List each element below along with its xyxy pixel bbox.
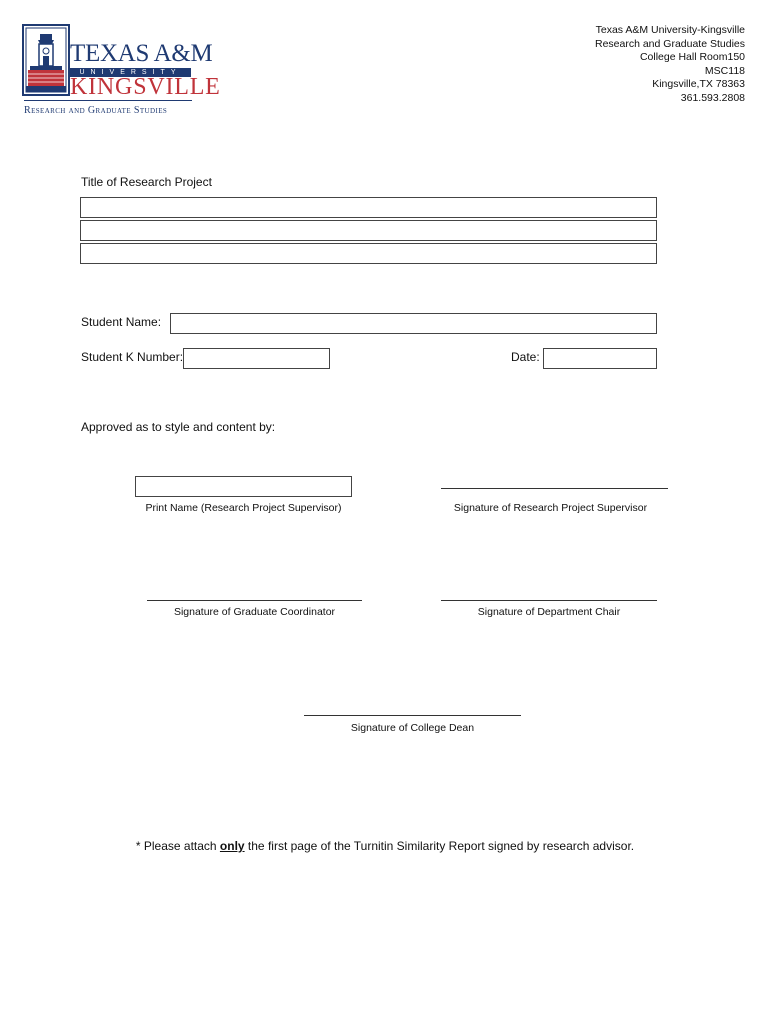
dean-caption: Signature of College Dean <box>350 722 475 734</box>
dept-chair-signature-line[interactable] <box>441 600 657 601</box>
address-line: Texas A&M University-Kingsville <box>595 24 745 36</box>
address-line: 361.593.2808 <box>680 91 745 104</box>
title-label: Title of Research Project <box>81 175 212 189</box>
address-line: Kingsville,TX 78363 <box>652 78 745 91</box>
k-number-field[interactable] <box>183 348 330 369</box>
print-name-field[interactable] <box>135 476 352 497</box>
dean-signature-line[interactable] <box>304 715 521 716</box>
address-line: Research and Graduate Studies <box>594 37 745 50</box>
grad-coordinator-caption: Signature of Graduate Coordinator <box>173 606 336 618</box>
supervisor-signature-caption: Signature of Research Project Supervisor <box>453 502 648 514</box>
grad-coordinator-signature-line[interactable] <box>147 600 362 601</box>
address-block <box>595 24 745 106</box>
date-label: Date: <box>511 350 540 364</box>
student-name-field[interactable] <box>170 313 657 334</box>
title-field-1[interactable] <box>80 197 657 218</box>
logo-subtitle: Research and Graduate Studies <box>24 105 168 116</box>
student-name-label: Student Name: <box>81 315 162 329</box>
address-line: College Hall Room150 <box>639 51 745 64</box>
date-field[interactable] <box>543 348 657 369</box>
note-emphasis: only <box>219 839 245 853</box>
supervisor-signature-line[interactable] <box>441 488 668 489</box>
dept-chair-caption: Signature of Department Chair <box>477 606 621 618</box>
approved-label: Approved as to style and content by: <box>81 420 276 434</box>
k-number-label: Student K Number: <box>81 350 184 364</box>
logo-university-band: UNIVERSITY <box>70 68 191 77</box>
note-prefix: * Please attach <box>135 839 220 853</box>
note-suffix: the first page of the Turnitin Similarity Report signed by research advisor. <box>244 839 635 853</box>
title-field-3[interactable] <box>80 243 657 264</box>
turnitin-note <box>0 839 770 853</box>
tower-emblem-icon <box>22 24 70 96</box>
logo-texas-am: TEXAS A&M <box>70 40 213 67</box>
address-line: MSC118 <box>704 64 745 77</box>
title-field-2[interactable] <box>80 220 657 241</box>
print-name-caption: Print Name (Research Project Supervisor) <box>145 502 342 514</box>
logo-kingsville: KINGSVILLE <box>70 74 221 100</box>
logo-rule <box>24 100 192 101</box>
